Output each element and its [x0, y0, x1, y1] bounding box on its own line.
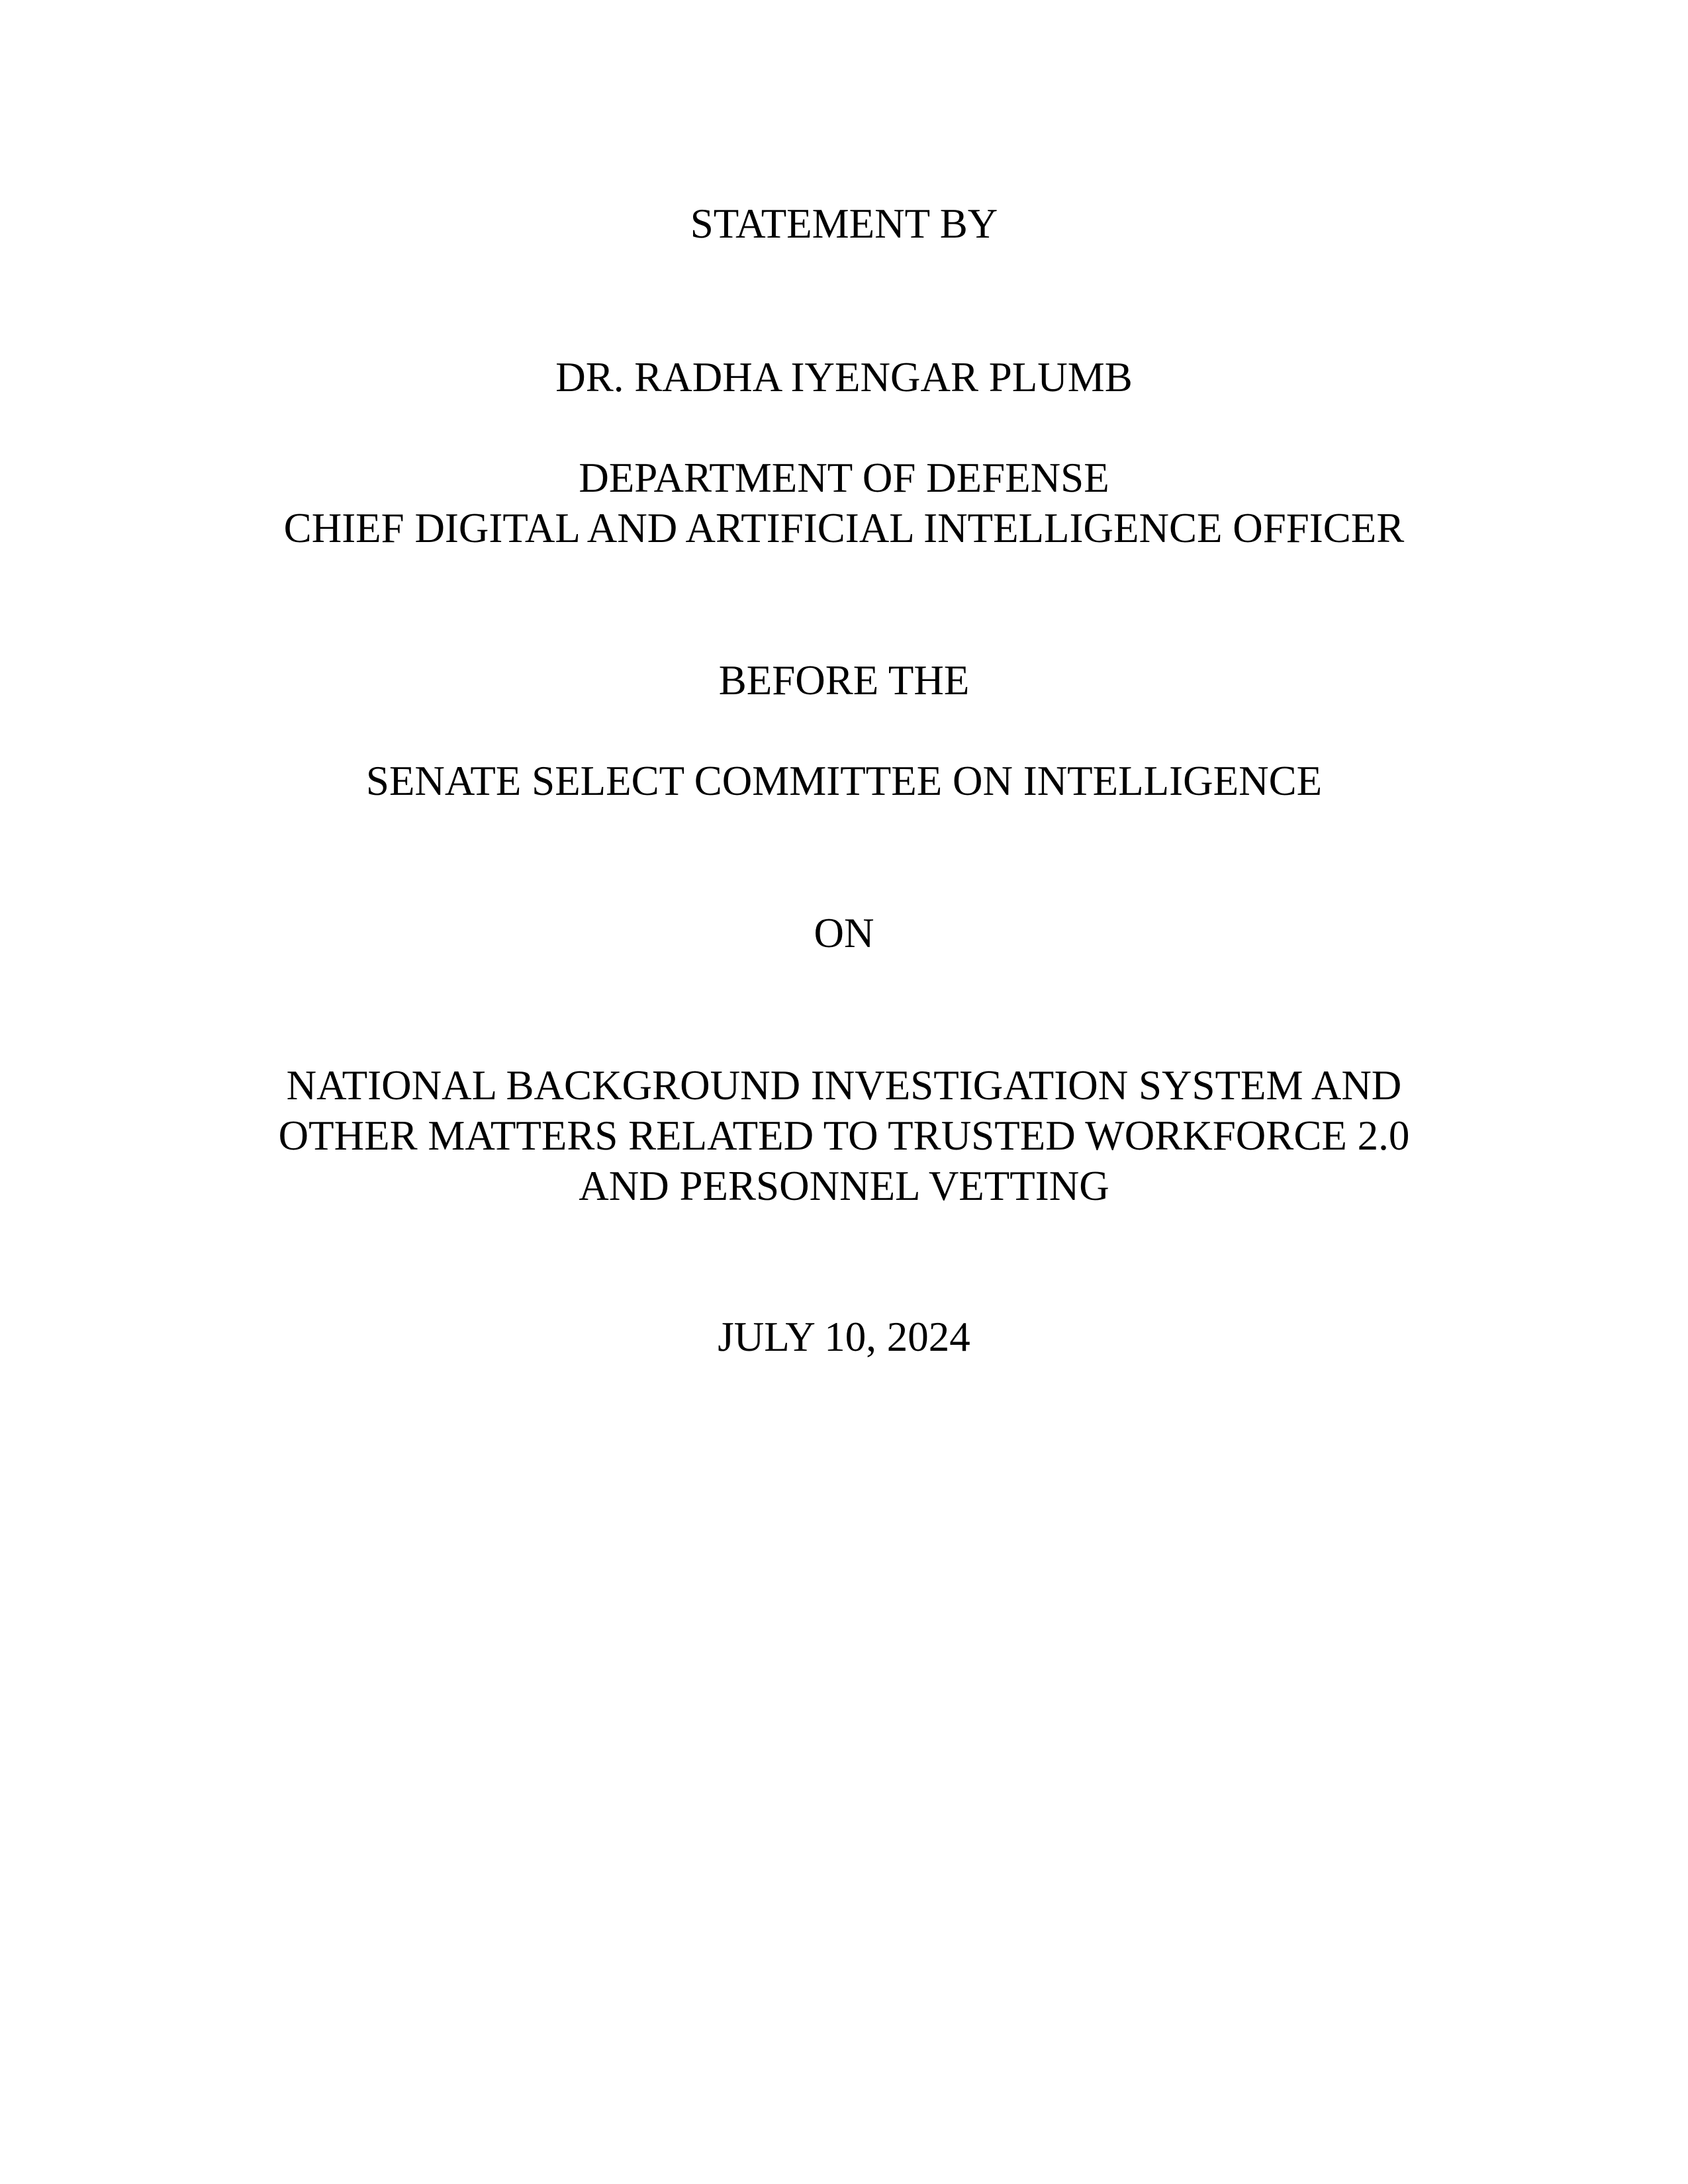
organization-name: DEPARTMENT OF DEFENSE [579, 455, 1109, 501]
subject-line: NATIONAL BACKGROUND INVESTIGATION SYSTEM AND [286, 1062, 1402, 1109]
before-label: BEFORE THE [718, 657, 970, 704]
statement-heading: STATEMENT BY [690, 201, 998, 247]
witness-title: CHIEF DIGITAL AND ARTIFICIAL INTELLIGENCE OFFICER [283, 505, 1405, 551]
committee-name: SENATE SELECT COMMITTEE ON INTELLIGENCE [365, 758, 1323, 804]
on-label: ON [814, 910, 874, 956]
subject-line: AND PERSONNEL VETTING [579, 1163, 1109, 1209]
subject-line: OTHER MATTERS RELATED TO TRUSTED WORKFORCE 2.0 [278, 1113, 1410, 1159]
witness-name: DR. RADHA IYENGAR PLUMB [555, 354, 1133, 400]
hearing-date: JULY 10, 2024 [718, 1314, 970, 1360]
